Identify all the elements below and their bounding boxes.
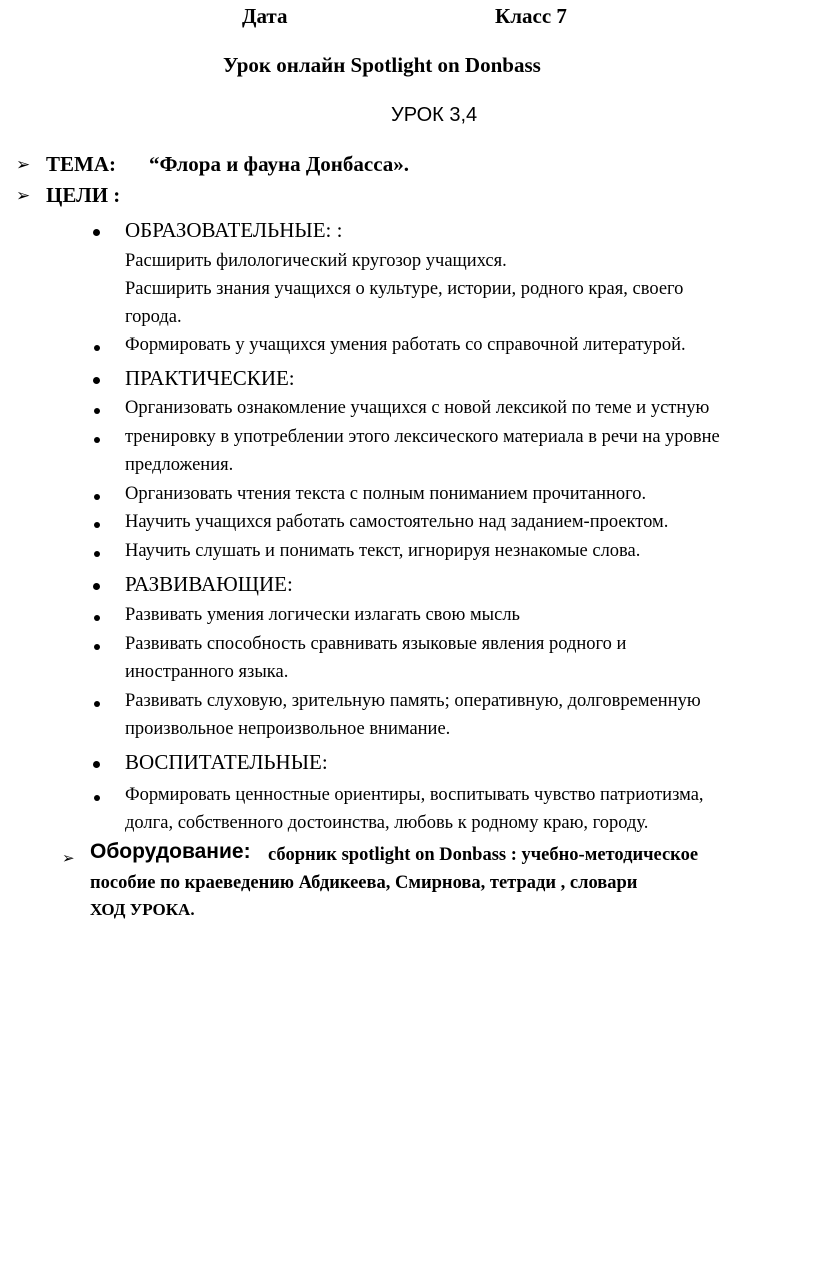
practical-item-1: Организовать ознакомление учащихся с новой лексикой по теме и устную [125,398,710,418]
educational-line-2-cont: города. [125,307,182,327]
equipment-value-cont: пособие по краеведению Абдикеева, Смирнова, тетради , словари [90,873,638,893]
bullet-icon [94,408,100,414]
developing-item-2: Развивать способность сравнивать языковые явления родного и [125,634,627,654]
upbringing-heading: ВОСПИТАТЕЛЬНЫЕ: [125,750,328,774]
bullet-icon [93,583,100,590]
arrow-bullet-icon: ➢ [62,849,75,867]
practical-item-5: Научить слушать и понимать текст, игнорируя незнакомые слова. [125,541,641,561]
developing-item-2-cont: иностранного языка. [125,662,289,682]
equipment-label: Оборудование: [90,840,251,863]
arrow-bullet-icon: ➢ [16,186,31,206]
bullet-icon [93,761,100,768]
practical-item-2: тренировку в употреблении этого лексического материала в речи на уровне [125,427,720,447]
arrow-bullet-icon: ➢ [16,155,31,175]
date-label: Дата [242,4,288,28]
goals-label: ЦЕЛИ : [46,183,121,207]
developing-item-3: Развивать слуховую, зрительную память; оперативную, долговременную [125,691,701,711]
bullet-icon [94,644,100,650]
bullet-icon [94,437,100,443]
bullet-icon [94,522,100,528]
lesson-title: Урок онлайн Spotlight on Donbass [223,53,541,77]
bullet-icon [93,377,100,384]
upbringing-item-1-cont: долга, собственного достоинства, любовь к родному краю, городу. [125,813,649,833]
developing-item-3-cont: произвольное непроизвольное внимание. [125,719,451,739]
educational-heading: ОБРАЗОВАТЕЛЬНЫЕ: : [125,218,343,242]
educational-item-1: Формировать у учащихся умения работать со справочной литературой. [125,335,686,355]
developing-heading: РАЗВИВАЮЩИЕ: [125,572,293,596]
educational-line-1: Расширить филологический кругозор учащихся. [125,251,507,271]
lesson-flow-heading: ХОД УРОКА. [90,900,195,919]
practical-heading: ПРАКТИЧЕСКИЕ: [125,366,295,390]
equipment-value: сборник spotlight on Donbass : учебно-методическое [268,845,699,865]
upbringing-item-1: Формировать ценностные ориентиры, воспитывать чувство патриотизма, [125,785,704,805]
topic-value: “Флора и фауна Донбасса». [149,152,410,176]
bullet-icon [94,494,100,500]
practical-item-4: Научить учащихся работать самостоятельно над заданием-проектом. [125,512,669,532]
lesson-number: УРОК 3,4 [391,104,478,126]
bullet-icon [94,551,100,557]
topic-label: ТЕМА: [46,152,116,176]
bullet-icon [94,615,100,621]
bullet-icon [93,229,100,236]
practical-item-3: Организовать чтения текста с полным пониманием прочитанного. [125,484,647,504]
bullet-icon [94,701,100,707]
practical-item-2-cont: предложения. [125,455,234,475]
bullet-icon [94,345,100,351]
educational-line-2: Расширить знания учащихся о культуре, истории, родного края, своего [125,279,684,299]
bullet-icon [94,795,100,801]
class-label: Класс 7 [495,4,567,28]
developing-item-1: Развивать умения логически излагать свою мысль [125,605,520,625]
